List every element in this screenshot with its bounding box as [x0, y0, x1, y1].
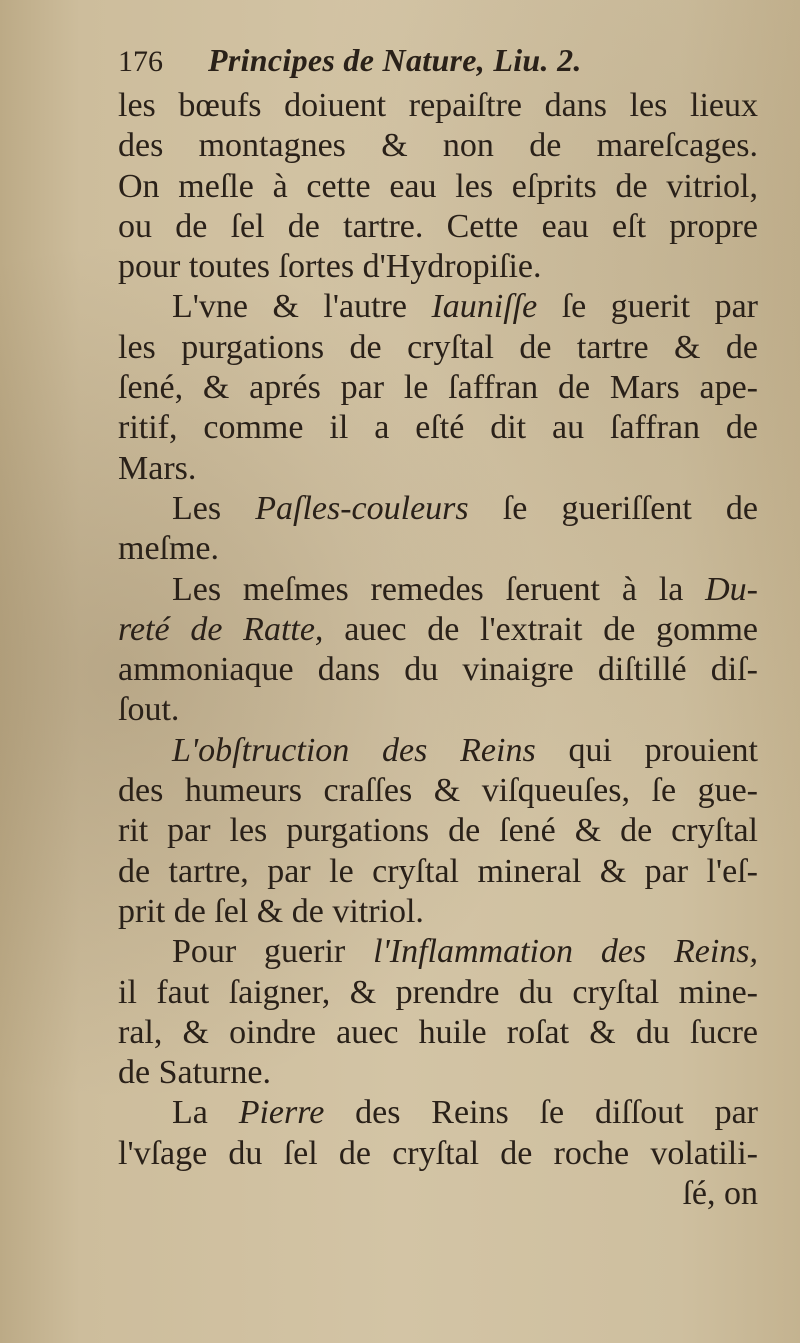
- text-line: reté de Ratte, auec de l'extrait de gomme: [118, 610, 759, 648]
- text-line: de Saturne.: [118, 1054, 271, 1092]
- text-line: ammoniaque dans du vinaigre diſtillé diſ-: [118, 651, 758, 689]
- text-line: des montagnes & non de mareſcages.: [118, 127, 758, 165]
- term-inflammation: l'Inflammation des Reins,: [373, 933, 758, 971]
- catchword-line: ſé, on: [682, 1175, 758, 1213]
- text-line: pour toutes ſortes d'Hydropiſie.: [118, 248, 542, 286]
- text-line: l'vſage du ſel de cryſtal de roche volatili-: [118, 1134, 758, 1172]
- text-line: ral, & oindre auec huile roſat & du ſucre: [118, 1013, 758, 1051]
- text-line: ſout.: [118, 691, 180, 729]
- running-title: Principes de Nature, Liu. 2.: [208, 42, 582, 78]
- text-line: L'obſtruction des Reins qui prouient: [172, 731, 758, 769]
- text-line: L'vne & l'autre Iauniſſe ſe guerit par: [172, 288, 758, 326]
- text-line: On meſle à cette eau les eſprits de vitriol,: [118, 167, 758, 205]
- text-line: ou de ſel de tartre. Cette eau eſt propre: [118, 207, 758, 245]
- text-line: les purgations de cryſtal de tartre & de: [118, 328, 758, 366]
- page-text: [118, 40, 758, 1214]
- text-line: meſme.: [118, 530, 220, 568]
- text-line: prit de ſel & de vitriol.: [118, 892, 424, 930]
- text-line: ſené, & aprés par le ſaffran de Mars ape-: [118, 369, 758, 407]
- text-line: les bœufs doiuent repaiſtre dans les lieux: [118, 87, 758, 124]
- term-pasles-couleurs: Paſles-couleurs: [255, 489, 469, 527]
- term-jaunisse: Iauniſſe: [431, 288, 538, 326]
- term-obstruction: L'obſtruction des Reins: [172, 731, 536, 769]
- text-line: La Pierre des Reins ſe diſſout par: [172, 1094, 758, 1132]
- text-line: Les meſmes remedes ſeruent à la Du-: [172, 570, 758, 608]
- text-line: il faut ſaigner, & prendre du cryſtal mine-: [118, 973, 758, 1011]
- term-pierre: Pierre: [238, 1094, 325, 1132]
- term-durete-cont: reté de Ratte,: [118, 610, 324, 648]
- running-header: [118, 40, 758, 86]
- text-line: Pour guerir l'Inflammation des Reins,: [172, 933, 758, 971]
- text-line: de tartre, par le cryſtal mineral & par l'eſ-: [118, 852, 758, 890]
- text-line: Mars.: [118, 449, 197, 487]
- text-line: rit par les purgations de ſené & de cryſtal: [118, 812, 758, 850]
- text-line: Les Paſles-couleurs ſe gueriſſent de: [172, 489, 759, 527]
- page-number: 176: [118, 45, 163, 78]
- text-line: ritif, comme il a eſté dit au ſaffran de: [118, 409, 758, 447]
- text-line: des humeurs craſſes & viſqueuſes, ſe gue-: [118, 772, 758, 810]
- term-durete: Du-: [705, 570, 758, 608]
